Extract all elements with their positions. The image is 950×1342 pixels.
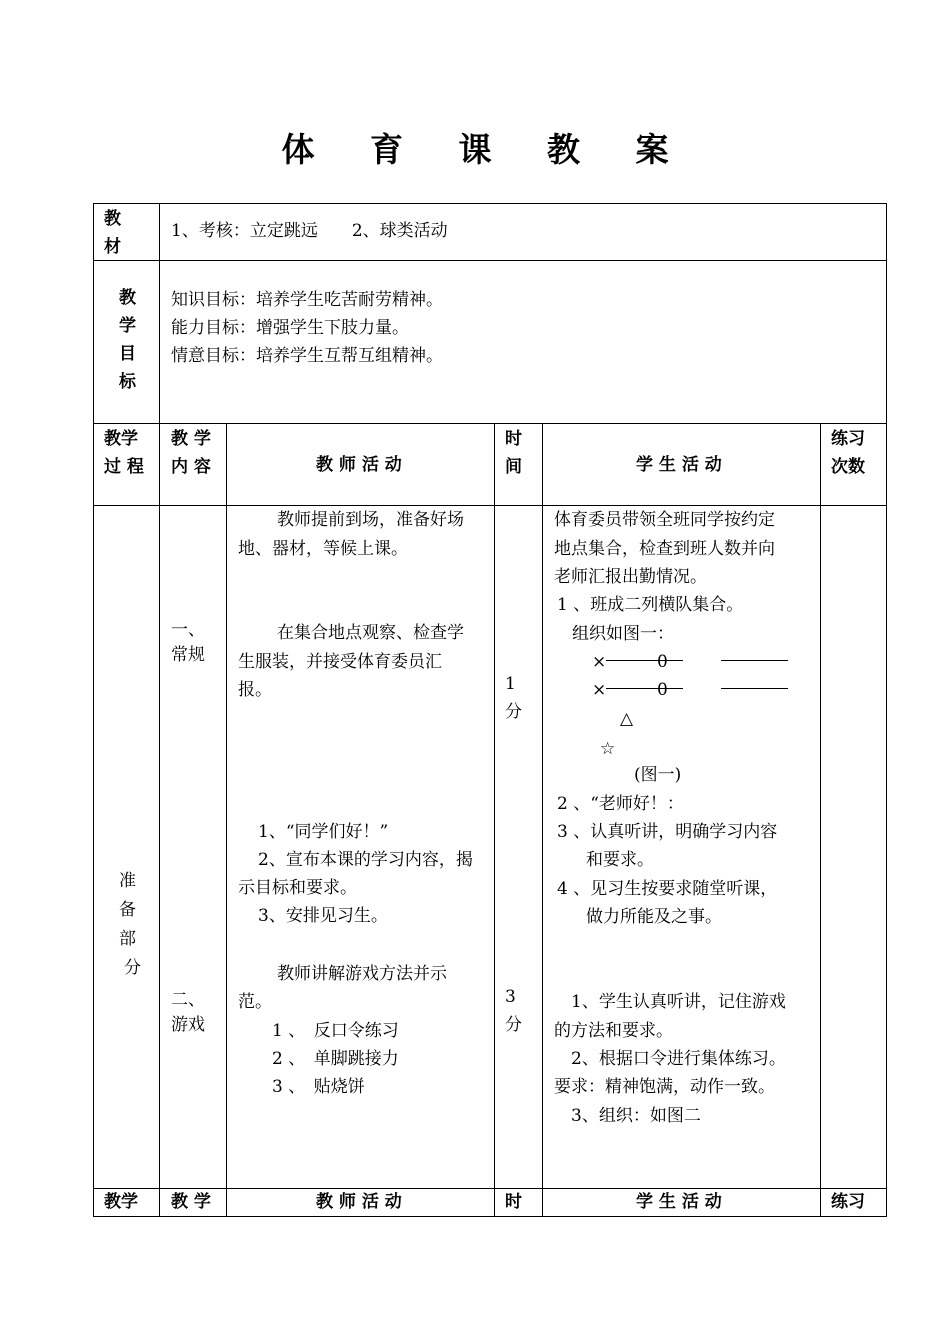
- table-col-divider: [820, 423, 821, 1216]
- header-time: 时: [505, 429, 522, 449]
- routine-teacher-line: 2、宣布本课的学习内容，揭: [258, 850, 473, 870]
- triangle-icon: △: [620, 709, 634, 729]
- goal-ability: 能力目标：增强学生下肢力量。: [171, 318, 409, 338]
- routine-student-line: 地点集合，检查到班人数并向: [554, 539, 775, 559]
- section-name: 备: [119, 900, 136, 920]
- figure-caption: (图一): [634, 765, 682, 785]
- game-content: 游戏: [171, 1015, 205, 1035]
- routine-teacher-line: 教师提前到场，准备好场: [277, 510, 464, 530]
- goals-label: 教: [119, 288, 136, 308]
- routine-teacher-line: 示目标和要求。: [238, 878, 357, 898]
- game-student-line: 2、根据口令进行集体练习。: [571, 1049, 786, 1069]
- footer-header-teacher: 教 师 活 动: [316, 1192, 402, 1212]
- routine-student-line: 做力所能及之事。: [586, 907, 722, 927]
- section-name: 准: [119, 871, 136, 891]
- game-student-line: 的方法和要求。: [554, 1021, 673, 1041]
- table-col-divider: [159, 203, 160, 1216]
- zero-mark: 0: [657, 680, 668, 700]
- table-border-right: [886, 203, 887, 1216]
- routine-student-line: 和要求。: [586, 850, 654, 870]
- rank-line: [721, 688, 788, 689]
- footer-header-process: 教学: [104, 1192, 138, 1212]
- game-student-line: 要求：精神饱满，动作一致。: [554, 1077, 775, 1097]
- table-col-divider: [494, 423, 495, 1216]
- page-title: 体 育 课 教 案: [281, 130, 691, 169]
- header-process: 教学: [104, 429, 138, 449]
- table-border-top: [93, 203, 887, 204]
- rank-line: [606, 688, 683, 689]
- routine-student-line: 2 、“老师好！：: [557, 794, 684, 814]
- header-teacher: 教 师 活 动: [316, 455, 402, 475]
- footer-header-student: 学 生 活 动: [636, 1192, 722, 1212]
- routine-student-line: 老师汇报出勤情况。: [554, 567, 707, 587]
- header-process: 过 程: [104, 457, 144, 477]
- routine-student-line: 1 、班成二列横队集合。: [557, 595, 744, 615]
- routine-teacher-line: 1、“同学们好！”: [258, 822, 389, 842]
- routine-student-line: 体育委员带领全班同学按约定: [554, 510, 775, 530]
- game-time: 分: [505, 1015, 522, 1035]
- game-student-line: 3、组织：如图二: [571, 1106, 701, 1126]
- routine-teacher-line: 报。: [238, 680, 272, 700]
- table-row-divider: [93, 260, 887, 261]
- material-label-1: 教: [104, 209, 121, 229]
- section-name: 部: [119, 929, 136, 949]
- goal-knowledge: 知识目标：培养学生吃苦耐劳精神。: [171, 290, 443, 310]
- header-content: 内 容: [171, 457, 211, 477]
- game-teacher-line: 1 、 反口令练习: [272, 1021, 399, 1041]
- game-teacher-line: 2 、 单脚跳接力: [272, 1049, 399, 1069]
- header-practice: 练习: [831, 429, 865, 449]
- material-label-2: 材: [104, 237, 121, 257]
- table-row-divider: [93, 1188, 887, 1189]
- routine-student-line: 3 、认真听讲，明确学习内容: [557, 822, 778, 842]
- table-row-divider: [93, 423, 887, 424]
- header-practice: 次数: [831, 457, 865, 477]
- star-icon: ☆: [600, 739, 616, 759]
- cross-mark: ×: [592, 652, 607, 672]
- table-col-divider: [226, 423, 227, 1216]
- routine-teacher-line: 生服装，并接受体育委员汇: [238, 652, 442, 672]
- footer-header-time: 时: [505, 1192, 522, 1212]
- table-border-left: [93, 203, 94, 1216]
- routine-student-line: 组织如图一：: [572, 624, 674, 644]
- routine-time: 分: [505, 702, 522, 722]
- routine-teacher-line: 地、器材，等候上课。: [238, 539, 408, 559]
- rank-line: [721, 660, 788, 661]
- goal-emotion: 情意目标：培养学生互帮互组精神。: [171, 346, 443, 366]
- section-name: 分: [124, 958, 141, 978]
- game-content: 二、: [171, 990, 205, 1010]
- header-content: 教 学: [171, 429, 211, 449]
- game-teacher-line: 教师讲解游戏方法并示: [277, 964, 447, 984]
- routine-content: 一、: [171, 620, 205, 640]
- game-teacher-line: 范。: [238, 992, 272, 1012]
- footer-header-content: 教 学: [171, 1192, 211, 1212]
- routine-teacher-line: 在集合地点观察、检查学: [277, 623, 464, 643]
- header-student: 学 生 活 动: [636, 455, 722, 475]
- footer-header-practice: 练习: [831, 1192, 865, 1212]
- rank-line: [606, 660, 683, 661]
- routine-teacher-line: 3、安排见习生。: [258, 906, 388, 926]
- routine-student-line: 4 、见习生按要求随堂听课，: [557, 879, 778, 899]
- table-col-divider: [542, 423, 543, 1216]
- goals-label: 学: [119, 316, 136, 336]
- table-border-bottom: [93, 1216, 887, 1217]
- game-student-line: 1、学生认真听讲，记住游戏: [571, 992, 786, 1012]
- routine-time: 1: [505, 674, 516, 694]
- routine-content: 常规: [171, 645, 205, 665]
- game-teacher-line: 3 、 贴烧饼: [272, 1077, 365, 1097]
- header-time: 间: [505, 457, 522, 477]
- goals-label: 目: [119, 344, 136, 364]
- game-time: 3: [505, 987, 516, 1007]
- cross-mark: ×: [592, 680, 607, 700]
- zero-mark: 0: [657, 652, 668, 672]
- material-content: 1、考核：立定跳远 2、球类活动: [171, 221, 448, 241]
- goals-label: 标: [119, 372, 136, 392]
